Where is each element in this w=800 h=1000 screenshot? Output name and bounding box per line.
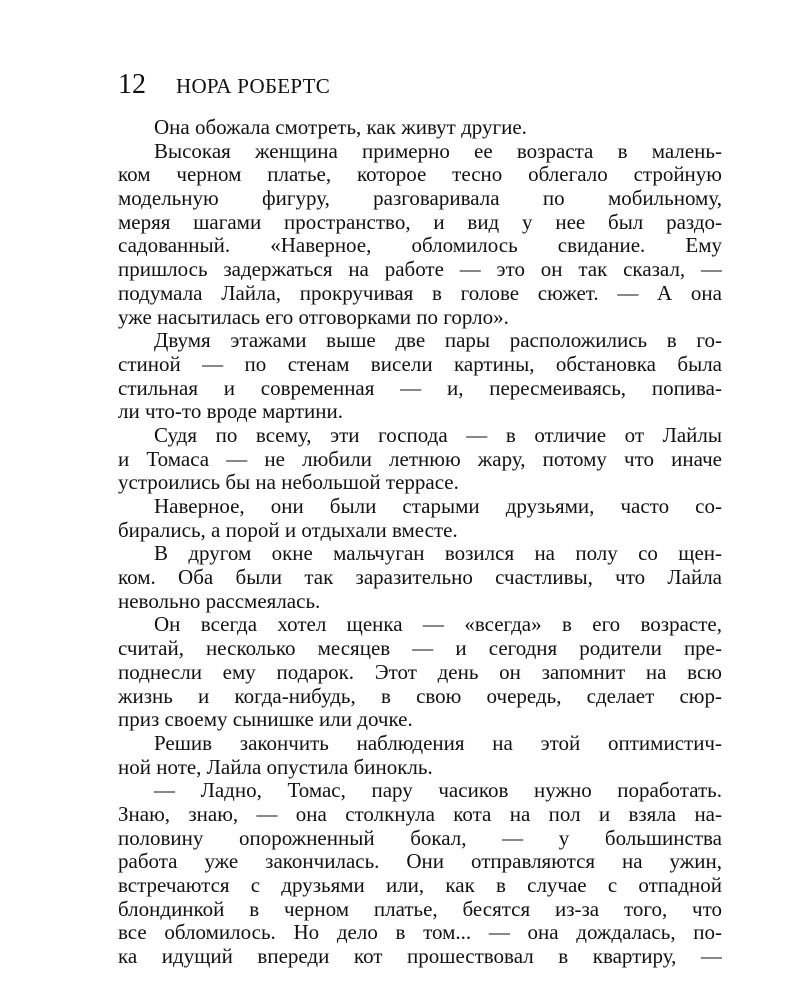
text-line: Наверное, они были старыми друзьями, часто со- <box>154 495 722 518</box>
text-line: бирались, а порой и отдыхали вместе. <box>118 518 458 542</box>
text-line: и Томаса — не любили летнюю жару, потому что иначе <box>118 447 722 471</box>
text-line: пришлось задержаться на работе — это он так сказал, — <box>118 258 722 282</box>
text-line: Двумя этажами выше две пары расположились в го- <box>154 329 722 353</box>
text-line: Знаю, знаю, — она столкнула кота на пол и взяла на- <box>118 802 722 826</box>
text-line: — Ладно, Томас, пару часиков нужно поработать. <box>154 779 722 803</box>
text-line: стиной — по стенам висели картины, обстановка была <box>118 352 722 376</box>
text-line: Он всегда хотел щенка — «всегда» в его возрасте, <box>154 613 722 637</box>
text-line: поднесли ему подарок. Этот день он запомнит на всю <box>118 660 722 684</box>
text-line: Решив закончить наблюдения на этой оптимистич- <box>154 731 722 755</box>
text-line: ной ноте, Лайла опустила бинокль. <box>118 755 433 779</box>
text-line: уже насытилась его отговорками по горло». <box>118 305 509 329</box>
text-line: встречаются с друзьями или, как в случае с отпадной <box>118 874 722 897</box>
text-line: меряя шагами пространство, и вид у нее был раздо- <box>118 210 722 234</box>
text-line: жизнь и когда-нибудь, в свою очередь, сделает сюр- <box>118 684 722 708</box>
text-line: работа уже закончилась. Они отправляются на ужин, <box>118 850 722 874</box>
text-line: ка идущий впереди кот прошествовал в квартиру, — <box>118 945 722 969</box>
text-line: Она обожала смотреть, как живут другие. <box>154 116 527 139</box>
book-page <box>118 68 722 969</box>
text-line: блондинкой в черном платье, бесятся из-за того, что <box>118 897 722 921</box>
page-number: 12 <box>118 69 146 100</box>
text-line: модельную фигуру, разговаривала по мобильному, <box>118 187 722 211</box>
text-line: подумала Лайла, прокручивая в голове сюжет. — А она <box>118 281 722 305</box>
text-line: ком. Оба были так заразительно счастливы, что Лайла <box>118 566 722 590</box>
text-line: половину опорожненный бокал, — у большинства <box>118 826 722 850</box>
running-head <box>118 68 722 102</box>
text-line: все обломилось. Но дело в том... — она дождалась, по- <box>118 921 722 945</box>
text-line: Судя по всему, эти господа — в отличие от Лайлы <box>154 423 722 447</box>
text-line: приз своему сынишке или дочке. <box>118 708 413 732</box>
text-line: Высокая женщина примерно ее возраста в малень- <box>154 139 722 163</box>
text-line: устроились бы на небольшой террасе. <box>118 471 459 495</box>
text-line: стильная и современная — и, пересмеиваясь, попива- <box>118 376 722 400</box>
text-line: невольно рассмеялась. <box>118 589 321 613</box>
text-line: ком черном платье, которое тесно облегало стройную <box>118 163 722 187</box>
text-line: В другом окне мальчуган возился на полу со щен- <box>154 542 722 566</box>
text-line: считай, несколько месяцев — и сегодня родители пре- <box>118 637 722 661</box>
body-text <box>118 116 722 969</box>
book-author: НОРА РОБЕРТС <box>176 74 331 98</box>
text-line: садованный. «Наверное, обломилось свидание. Ему <box>118 234 722 258</box>
text-line: ли что-то вроде мартини. <box>118 400 343 424</box>
